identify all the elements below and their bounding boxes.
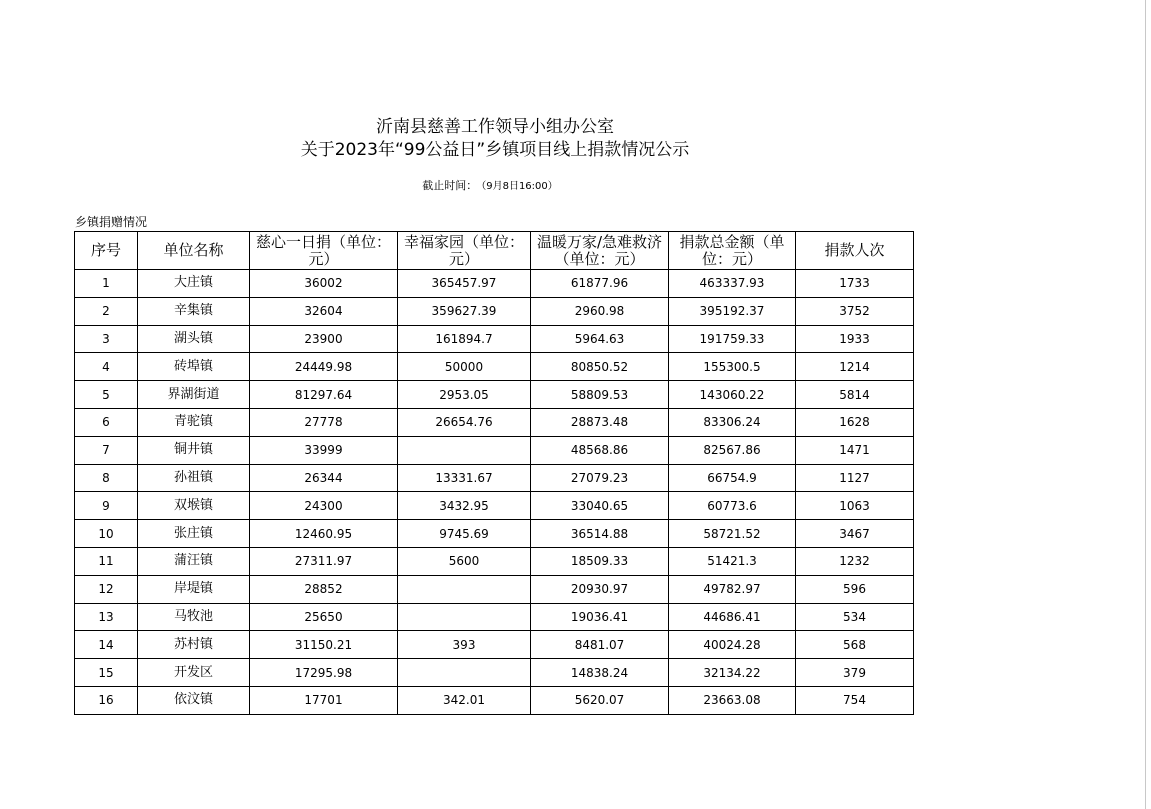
cell-unit-name: 青驼镇 <box>138 408 250 436</box>
header-unit-name: 单位名称 <box>138 232 250 270</box>
cell-index: 7 <box>75 436 138 464</box>
table-header-row <box>75 232 914 270</box>
table-row <box>75 325 914 353</box>
cell-total-amount: 32134.22 <box>669 659 796 687</box>
cell-total-amount: 463337.93 <box>669 270 796 298</box>
cell-daily-donation: 17701 <box>250 686 398 714</box>
header-daily-donation: 慈心一日捐（单位：元） <box>250 232 398 270</box>
header-warmth-relief: 温暖万家/急难救济（单位：元） <box>531 232 669 270</box>
cell-happy-home: 342.01 <box>398 686 531 714</box>
cell-total-amount: 51421.3 <box>669 547 796 575</box>
cell-happy-home: 393 <box>398 631 531 659</box>
cell-warmth-relief: 61877.96 <box>531 270 669 298</box>
cell-unit-name: 湖头镇 <box>138 325 250 353</box>
table-row <box>75 659 914 687</box>
cell-unit-name: 蒲汪镇 <box>138 547 250 575</box>
cell-happy-home: 359627.39 <box>398 297 531 325</box>
cell-unit-name: 岸堤镇 <box>138 575 250 603</box>
page-edge-divider <box>1145 0 1146 809</box>
table-row <box>75 547 914 575</box>
cell-happy-home: 161894.7 <box>398 325 531 353</box>
cell-daily-donation: 17295.98 <box>250 659 398 687</box>
cell-daily-donation: 36002 <box>250 270 398 298</box>
cell-total-amount: 49782.97 <box>669 575 796 603</box>
cell-warmth-relief: 28873.48 <box>531 408 669 436</box>
cell-happy-home: 50000 <box>398 353 531 381</box>
cell-unit-name: 张庄镇 <box>138 520 250 548</box>
cell-total-amount: 40024.28 <box>669 631 796 659</box>
cell-donor-count: 1733 <box>796 270 914 298</box>
cell-happy-home: 2953.05 <box>398 381 531 409</box>
table-body <box>75 270 914 715</box>
cell-happy-home <box>398 659 531 687</box>
cell-happy-home <box>398 575 531 603</box>
cell-total-amount: 191759.33 <box>669 325 796 353</box>
cell-total-amount: 155300.5 <box>669 353 796 381</box>
table-row <box>75 436 914 464</box>
cell-daily-donation: 25650 <box>250 603 398 631</box>
cell-happy-home: 3432.95 <box>398 492 531 520</box>
cell-total-amount: 44686.41 <box>669 603 796 631</box>
table-row <box>75 575 914 603</box>
cell-unit-name: 苏村镇 <box>138 631 250 659</box>
cell-donor-count: 1471 <box>796 436 914 464</box>
cell-index: 9 <box>75 492 138 520</box>
cell-happy-home: 26654.76 <box>398 408 531 436</box>
cell-total-amount: 143060.22 <box>669 381 796 409</box>
table-row <box>75 270 914 298</box>
cell-warmth-relief: 2960.98 <box>531 297 669 325</box>
cell-unit-name: 界湖街道 <box>138 381 250 409</box>
cell-index: 12 <box>75 575 138 603</box>
cell-donor-count: 3467 <box>796 520 914 548</box>
cell-unit-name: 开发区 <box>138 659 250 687</box>
cell-index: 13 <box>75 603 138 631</box>
table-row <box>75 520 914 548</box>
cell-daily-donation: 12460.95 <box>250 520 398 548</box>
cell-warmth-relief: 20930.97 <box>531 575 669 603</box>
cell-unit-name: 大庄镇 <box>138 270 250 298</box>
section-label: 乡镇捐赠情况 <box>75 215 148 229</box>
cell-index: 3 <box>75 325 138 353</box>
table-row <box>75 381 914 409</box>
cell-happy-home: 9745.69 <box>398 520 531 548</box>
cell-unit-name: 依汶镇 <box>138 686 250 714</box>
cell-unit-name: 双堠镇 <box>138 492 250 520</box>
header-happy-home: 幸福家园（单位：元） <box>398 232 531 270</box>
cell-happy-home <box>398 436 531 464</box>
cell-total-amount: 66754.9 <box>669 464 796 492</box>
cell-warmth-relief: 27079.23 <box>531 464 669 492</box>
cell-total-amount: 23663.08 <box>669 686 796 714</box>
cell-donor-count: 596 <box>796 575 914 603</box>
cell-donor-count: 1214 <box>796 353 914 381</box>
cell-donor-count: 1933 <box>796 325 914 353</box>
cell-daily-donation: 33999 <box>250 436 398 464</box>
cell-warmth-relief: 80850.52 <box>531 353 669 381</box>
table-row <box>75 686 914 714</box>
donation-table <box>74 231 914 715</box>
deadline-label: 截止时间： <box>422 179 478 192</box>
cell-warmth-relief: 18509.33 <box>531 547 669 575</box>
cell-happy-home: 13331.67 <box>398 464 531 492</box>
cell-donor-count: 534 <box>796 603 914 631</box>
cell-warmth-relief: 58809.53 <box>531 381 669 409</box>
cell-unit-name: 砖埠镇 <box>138 353 250 381</box>
cell-warmth-relief: 5620.07 <box>531 686 669 714</box>
cell-daily-donation: 31150.21 <box>250 631 398 659</box>
cell-daily-donation: 27778 <box>250 408 398 436</box>
cell-total-amount: 83306.24 <box>669 408 796 436</box>
cell-index: 5 <box>75 381 138 409</box>
cell-daily-donation: 32604 <box>250 297 398 325</box>
cell-index: 14 <box>75 631 138 659</box>
cell-unit-name: 孙祖镇 <box>138 464 250 492</box>
deadline-value: （9月8日16:00） <box>481 181 558 192</box>
cell-index: 11 <box>75 547 138 575</box>
cell-total-amount: 58721.52 <box>669 520 796 548</box>
cell-index: 10 <box>75 520 138 548</box>
cell-daily-donation: 24449.98 <box>250 353 398 381</box>
page-subtitle: 关于2023年“99公益日”乡镇项目线上捐款情况公示 <box>300 140 690 160</box>
cell-warmth-relief: 14838.24 <box>531 659 669 687</box>
cell-daily-donation: 28852 <box>250 575 398 603</box>
cell-total-amount: 395192.37 <box>669 297 796 325</box>
cell-warmth-relief: 36514.88 <box>531 520 669 548</box>
table-row <box>75 408 914 436</box>
cell-happy-home <box>398 603 531 631</box>
cell-warmth-relief: 5964.63 <box>531 325 669 353</box>
cell-daily-donation: 27311.97 <box>250 547 398 575</box>
cell-index: 4 <box>75 353 138 381</box>
cell-donor-count: 1127 <box>796 464 914 492</box>
cell-total-amount: 82567.86 <box>669 436 796 464</box>
cell-donor-count: 379 <box>796 659 914 687</box>
cell-daily-donation: 23900 <box>250 325 398 353</box>
cell-donor-count: 1628 <box>796 408 914 436</box>
cell-donor-count: 1063 <box>796 492 914 520</box>
cell-index: 8 <box>75 464 138 492</box>
header-index: 序号 <box>75 232 138 270</box>
table-row <box>75 464 914 492</box>
cell-warmth-relief: 19036.41 <box>531 603 669 631</box>
page-title: 沂南县慈善工作领导小组办公室 <box>376 117 614 137</box>
cell-unit-name: 铜井镇 <box>138 436 250 464</box>
cell-daily-donation: 26344 <box>250 464 398 492</box>
cell-total-amount: 60773.6 <box>669 492 796 520</box>
cell-index: 16 <box>75 686 138 714</box>
cell-warmth-relief: 8481.07 <box>531 631 669 659</box>
deadline-note <box>0 178 980 195</box>
cell-donor-count: 1232 <box>796 547 914 575</box>
cell-index: 6 <box>75 408 138 436</box>
cell-daily-donation: 24300 <box>250 492 398 520</box>
cell-warmth-relief: 33040.65 <box>531 492 669 520</box>
cell-donor-count: 568 <box>796 631 914 659</box>
cell-donor-count: 754 <box>796 686 914 714</box>
cell-index: 2 <box>75 297 138 325</box>
cell-warmth-relief: 48568.86 <box>531 436 669 464</box>
cell-donor-count: 3752 <box>796 297 914 325</box>
header-donor-count: 捐款人次 <box>796 232 914 270</box>
cell-unit-name: 辛集镇 <box>138 297 250 325</box>
cell-daily-donation: 81297.64 <box>250 381 398 409</box>
table-row <box>75 492 914 520</box>
header-total-amount: 捐款总金额（单位：元） <box>669 232 796 270</box>
table-row <box>75 603 914 631</box>
table-row <box>75 353 914 381</box>
table-row <box>75 297 914 325</box>
cell-donor-count: 5814 <box>796 381 914 409</box>
table-row <box>75 631 914 659</box>
cell-happy-home: 5600 <box>398 547 531 575</box>
cell-index: 1 <box>75 270 138 298</box>
cell-index: 15 <box>75 659 138 687</box>
cell-unit-name: 马牧池 <box>138 603 250 631</box>
cell-happy-home: 365457.97 <box>398 270 531 298</box>
